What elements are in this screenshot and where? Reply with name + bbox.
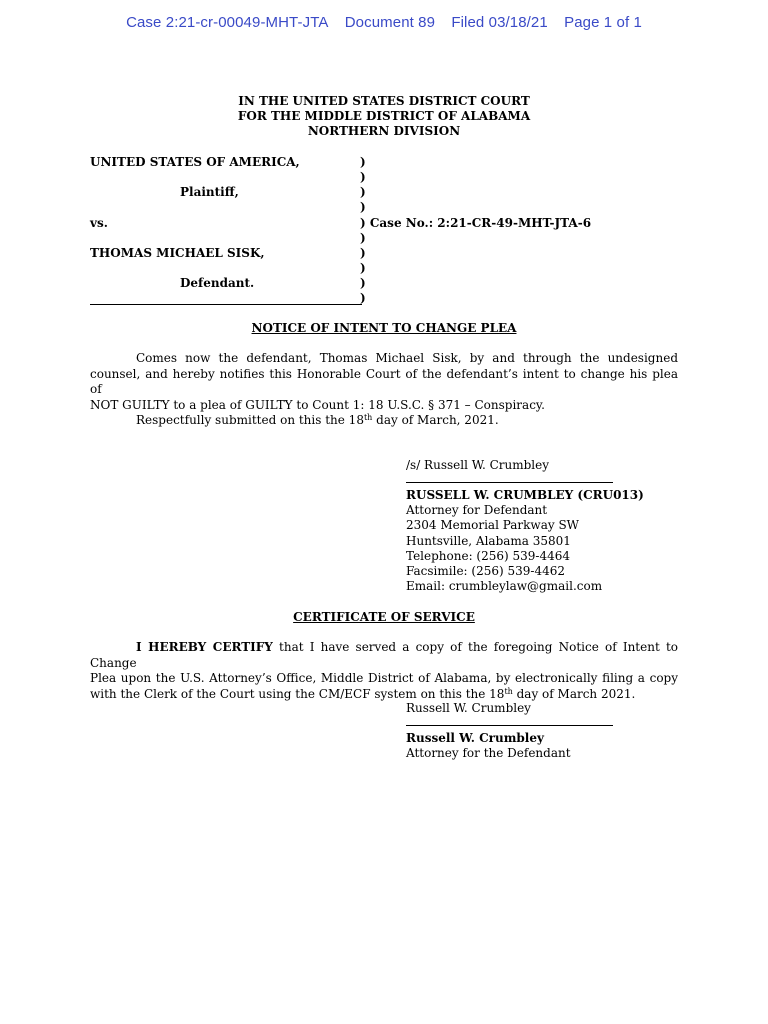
certificate-attorney-title: Attorney for the Defendant [406, 746, 571, 760]
attorney-title: Attorney for Defendant [406, 503, 548, 517]
defendant-name: THOMAS MICHAEL SISK, [90, 246, 265, 260]
caption-paren: ) [360, 185, 366, 199]
address-line1: 2304 Memorial Parkway SW [406, 518, 579, 532]
certificate-attorney-name: Russell W. Crumbley [406, 731, 544, 745]
caption-paren: ) [360, 155, 366, 169]
court-name-line2: FOR THE MIDDLE DISTRICT OF ALABAMA [237, 109, 531, 123]
notice-line: Comes now the defendant, Thomas Michael Sisk, by and through the undesigned [136, 351, 678, 365]
page-number: Page 1 of 1 [564, 14, 642, 31]
telephone: Telephone: (256) 539-4464 [406, 549, 571, 563]
caption-paren: ) [360, 231, 366, 245]
address-line2: Huntsville, Alabama 35801 [406, 534, 571, 548]
caption-paren: ) [360, 276, 366, 290]
certificate-signature-rule [406, 725, 613, 726]
notice-line: counsel, and hereby notifies this Honorable Court of the defendant’s intent to change his plea of [90, 366, 678, 396]
caption-paren: ) [360, 170, 366, 184]
submitted-line: Respectfully submitted on this the 18th day of March, 2021. [136, 413, 499, 427]
certificate-title: CERTIFICATE OF SERVICE [293, 610, 475, 624]
caption-paren: ) [360, 246, 366, 260]
attorney-name: RUSSELL W. CRUMBLEY (CRU013) [406, 488, 644, 502]
plaintiff-name: UNITED STATES OF AMERICA, [90, 155, 300, 169]
notice-body [90, 351, 678, 413]
certificate-signature: Russell W. Crumbley [406, 701, 531, 715]
filed-date: Filed 03/18/21 [451, 14, 548, 31]
notice-line: NOT GUILTY to a plea of GUILTY to Count 1: 18 U.S.C. § 371 – Conspiracy. [90, 397, 545, 412]
versus: vs. [90, 216, 108, 230]
case-number: Case 2:21-cr-00049-MHT-JTA [126, 14, 329, 31]
ecf-filing-header [0, 14, 768, 31]
caption-paren: ) [360, 291, 366, 305]
facsimile: Facsimile: (256) 539-4462 [406, 564, 565, 578]
notice-title: NOTICE OF INTENT TO CHANGE PLEA [251, 321, 517, 335]
certify-lead: I HEREBY CERTIFY [136, 640, 273, 654]
defendant-role: Defendant. [180, 276, 255, 290]
email: Email: crumbleylaw@gmail.com [406, 579, 603, 593]
caption-paren: ) [360, 261, 366, 275]
case-number-line: ) Case No.: 2:21-CR-49-MHT-JTA-6 [360, 216, 592, 230]
plaintiff-role: Plaintiff, [180, 185, 239, 199]
caption-paren: ) [360, 200, 366, 214]
caption-rule [90, 304, 362, 305]
court-division: NORTHERN DIVISION [307, 124, 461, 138]
document-number: Document 89 [344, 14, 436, 31]
certificate-body: I HEREBY CERTIFY that I have served a copy of the foregoing Notice of Intent to Change Plea upon the U.S. Attorney’s Office, Middle District of Alabama, by electronically filing a copy with the Clerk of the Court using the CM/ECF system on this the 18th day of March 2021. [90, 640, 678, 701]
court-name-line1: IN THE UNITED STATES DISTRICT COURT [238, 94, 530, 108]
electronic-signature: /s/ Russell W. Crumbley [406, 458, 550, 472]
signature-rule [406, 482, 613, 483]
